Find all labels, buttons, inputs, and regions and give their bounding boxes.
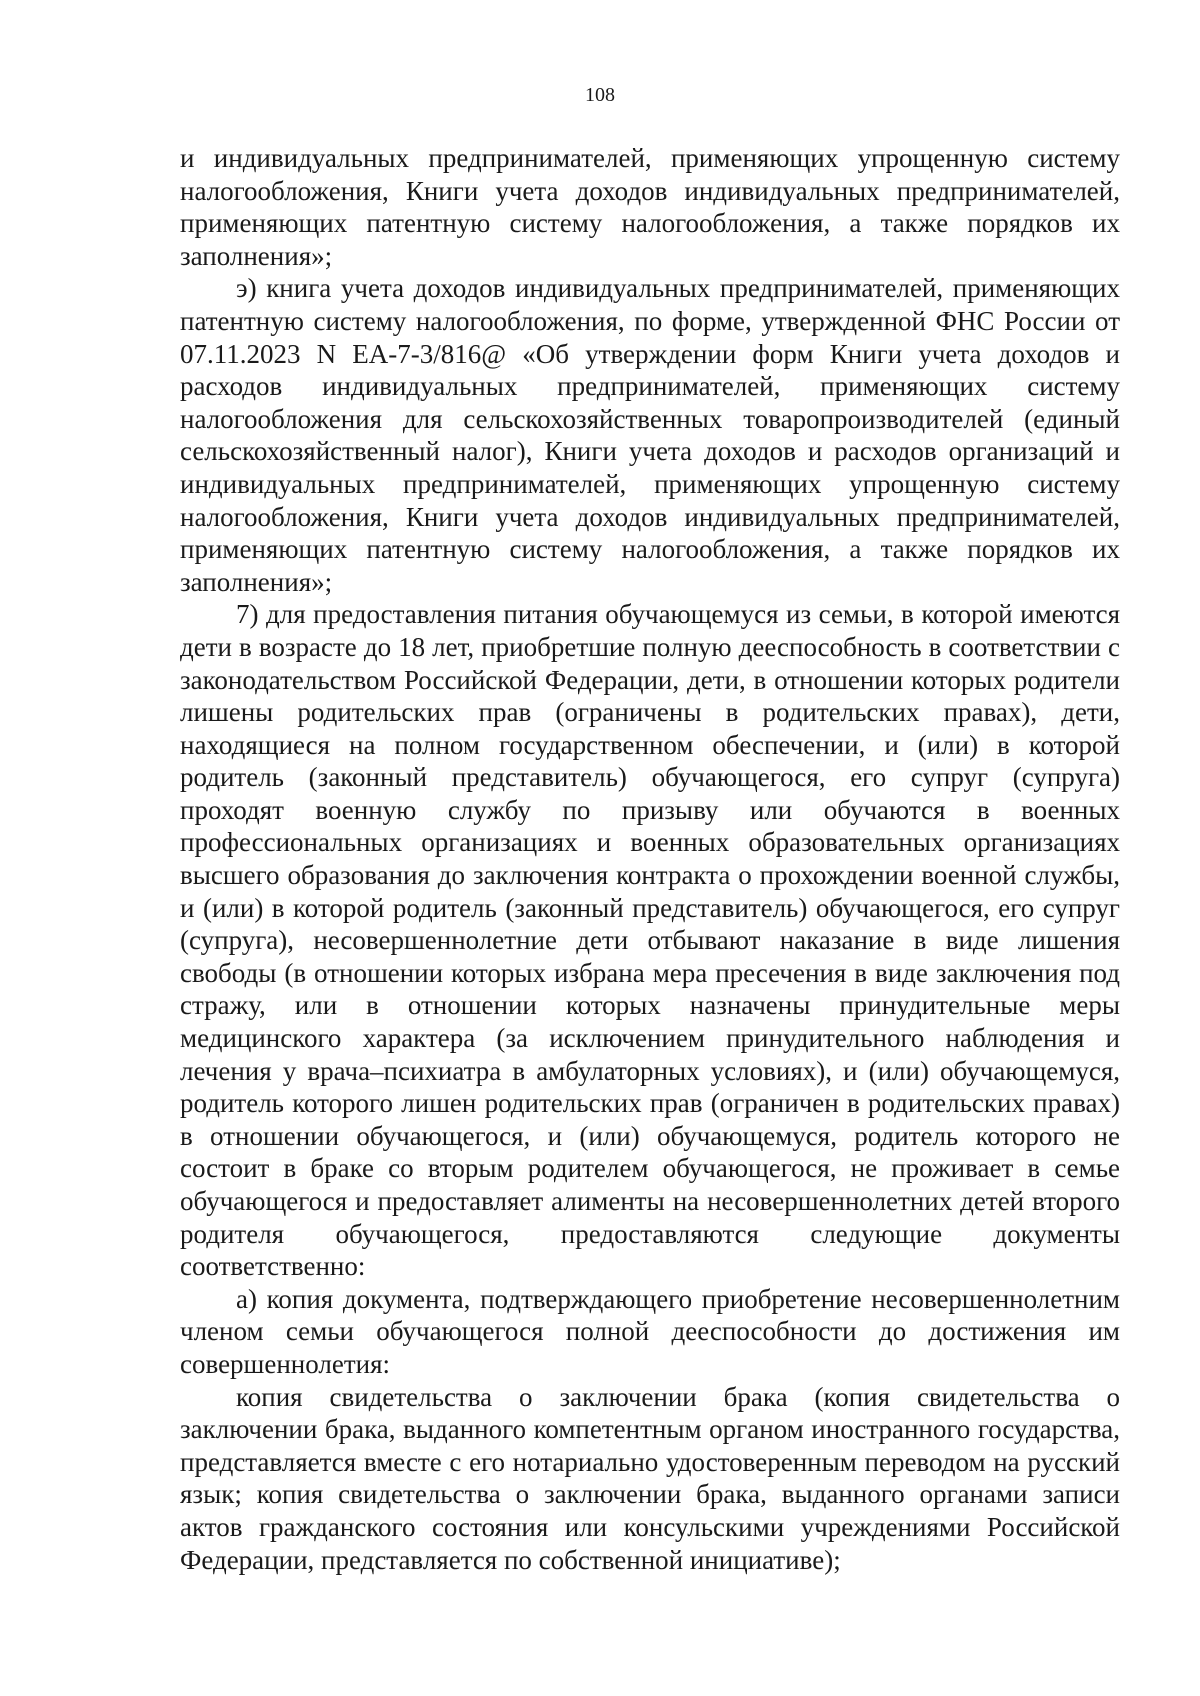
paragraph-item-e: э) книга учета доходов индивидуальных предпринимателей, применяющих патентную систему налогообложения, по форме, утвержденной ФНС России от 07.11.2023 N ЕА-7-3/816@ «Об утверждении форм Книги учета доходов и расходов индивидуальных предпринимателей, применяющих систему налогообложения для сельскохозяйственных товаропроизводителей (единый сельскохозяйственный налог), Книги учета доходов и расходов организаций и индивидуальных предпринимателей, применяющих упрощенную систему налогообложения, Книги учета доходов индивидуальных предпринимателей, применяющих патентную систему налогообложения, а также порядков их заполнения»; (180, 273, 1120, 597)
paragraph-item-7: 7) для предоставления питания обучающемуся из семьи, в которой имеются дети в возрасте до 18 лет, приобретшие полную дееспособность в соответствии с законодательством Российской Федерации, дети, в отношении которых родители лишены родительских прав (ограничены в родительских правах), дети, находящиеся на полном государственном обеспечении, и (или) в которой родитель (законный представитель) обучающегося, его супруг (супруга) проходят военную службу по призыву или обучаются в военных профессиональных организациях и военных образовательных организациях высшего образования до заключения контракта о прохождении военной службы, и (или) в которой родитель (законный представитель) обучающегося, его супруг (супруга), несовершеннолетние дети отбывают наказание в виде лишения свободы (в отношении которых избрана мера пресечения в виде заключения под стражу, или в отношении которых назначены принудительные меры медицинского характера (за исключением принудительного наблюдения и лечения у врача–психиатра в амбулаторных условиях), и (или) обучающемуся, родитель которого лишен родительских прав (ограничен в родительских правах) в отношении обучающегося, и (или) обучающемуся, родитель которого не состоит в браке со вторым родителем обучающегося, не проживает в семье обучающегося и предоставляет алименты на несовершеннолетних детей второго родителя обучающегося, предоставляются следующие документы соответственно: (180, 599, 1120, 1282)
paragraph-item-a: а) копия документа, подтверждающего приобретение несовершеннолетним членом семьи обучающегося полной дееспособности до достижения им совершеннолетия: (180, 1283, 1120, 1379)
paragraph: и индивидуальных предпринимателей, применяющих упрощенную систему налогообложения, Книги учета доходов индивидуальных предпринимателей, применяющих патентную систему налогообложения, а также порядков их заполнения»; (180, 143, 1120, 271)
document-body (180, 142, 1120, 1576)
paragraph: копия свидетельства о заключении брака (копия свидетельства о заключении брака, выданного компетентным органом иностранного государства, представляется вместе с его нотариально удостоверенным переводом на русский язык; копия свидетельства о заключении брака, выданного органами записи актов гражданского состояния или консульскими учреждениями Российской Федерации, представляется по собственной инициативе); (180, 1381, 1120, 1575)
page-number: 108 (585, 84, 615, 106)
